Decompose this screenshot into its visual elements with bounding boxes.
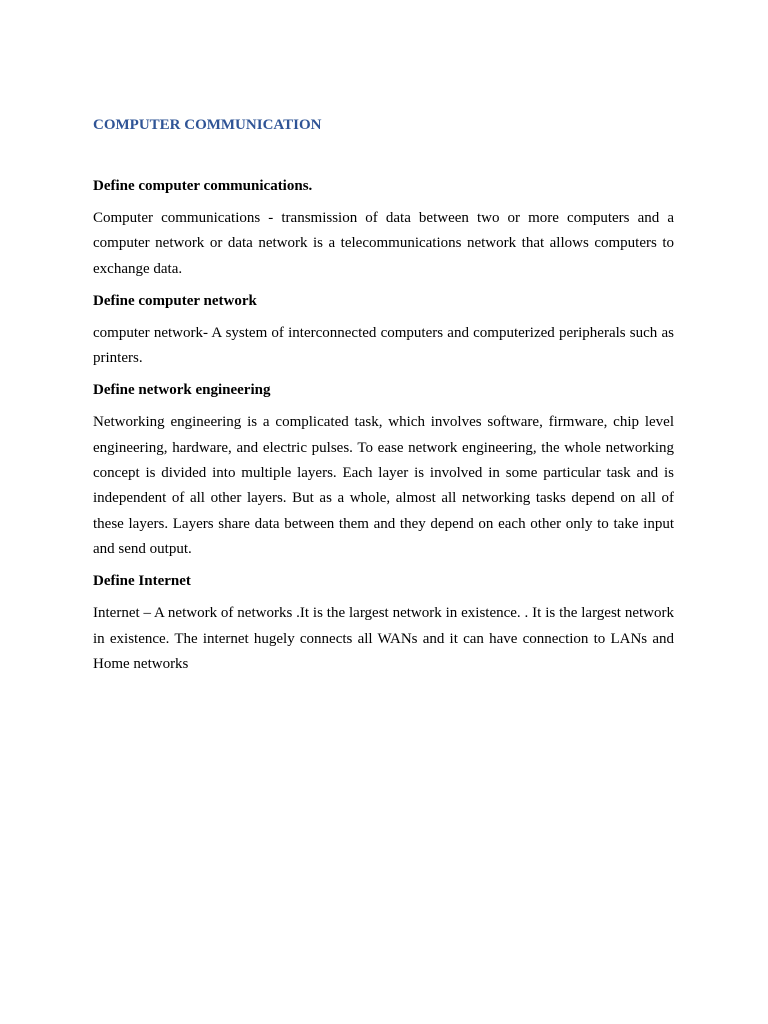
document-content xyxy=(93,176,674,686)
section-body: computer network- A system of interconnected computers and computerized peripherals such as printers. xyxy=(93,324,674,367)
section-heading: Define computer network xyxy=(93,292,257,309)
section-heading: Define network engineering xyxy=(93,382,271,399)
section-body: Networking engineering is a complicated task, which involves software, firmware, chip level engineering, hardware, and electric pulses. To ease network engineering, the whole networking concept is divided into multiple layers. Each layer is involved in some particular task and is independent of all other layers. But as a whole, almost all networking tasks depend on all of these layers. Layers share data between them and they depend on each other only to take input and send output. xyxy=(93,414,674,557)
section-body: Internet – A network of networks .It is the largest network in existence. . It is the largest network in existence. The internet hugely connects all WANs and it can have connection to LANs and Home networks xyxy=(93,605,674,672)
section-heading: Define computer communications. xyxy=(93,178,313,194)
section-body: Computer communications - transmission of data between two or more computers and a computer network or data network is a telecommunications network that allows computers to exchange data. xyxy=(93,210,674,277)
section-computer-network xyxy=(93,291,674,372)
section-computer-communications xyxy=(93,176,674,282)
section-network-engineering xyxy=(93,380,674,562)
document-title: COMPUTER COMMUNICATION xyxy=(93,117,322,133)
section-heading: Define Internet xyxy=(93,573,191,590)
section-internet xyxy=(93,571,674,677)
